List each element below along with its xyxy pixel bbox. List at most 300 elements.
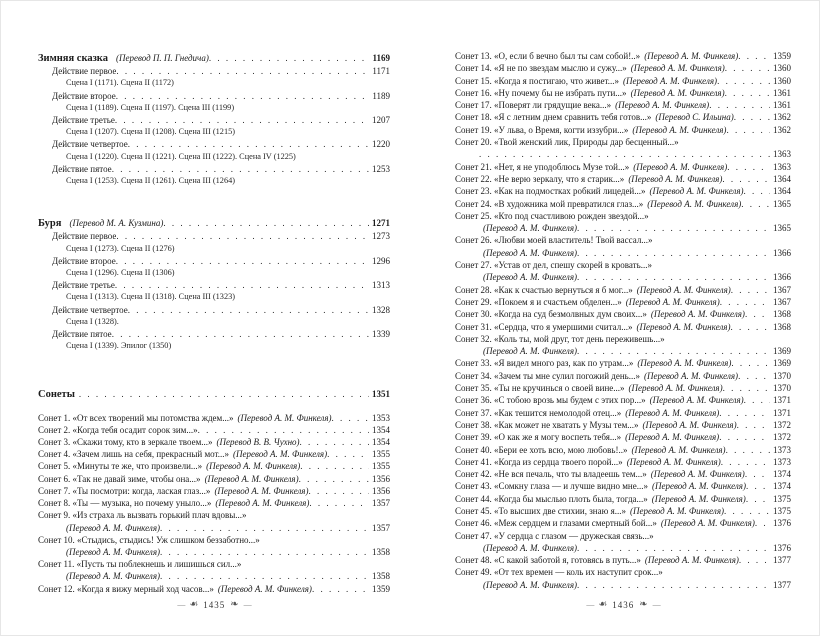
toc-page-ref: 1376 bbox=[773, 542, 791, 553]
toc-line bbox=[455, 579, 791, 591]
dot-leader bbox=[308, 485, 369, 497]
toc-line bbox=[455, 136, 791, 148]
toc-page-ref: 1364 bbox=[773, 173, 791, 184]
page-number-right: 1436 bbox=[612, 599, 635, 610]
toc-page-left bbox=[38, 50, 390, 595]
toc-translator-text: (Перевод А. М. Финкеля) bbox=[623, 75, 718, 86]
dot-leader bbox=[730, 321, 770, 333]
toc-line bbox=[38, 388, 390, 401]
toc-line bbox=[38, 90, 390, 102]
toc-line bbox=[455, 505, 791, 517]
toc-translator-text: (Перевод А. М. Финкеля) bbox=[233, 449, 328, 460]
dot-leader bbox=[300, 436, 369, 448]
toc-entry-text: Сонет 35. «Ты не кручинься о своей вине...» bbox=[455, 383, 625, 394]
toc-translator-text: (Перевод А. М. Финкеля) bbox=[649, 186, 744, 197]
toc-page-ref: 1368 bbox=[773, 309, 791, 320]
toc-translator-text: (Перевод А. М. Финкеля) bbox=[647, 198, 742, 209]
toc-line bbox=[38, 163, 390, 175]
dot-leader bbox=[731, 357, 770, 369]
toc-translator-text: (Перевод А. М. Финкеля) bbox=[66, 571, 161, 582]
toc-translator-text: (Перевод А. М. Финкеля) bbox=[483, 272, 578, 283]
toc-line bbox=[455, 542, 791, 554]
toc-line bbox=[38, 558, 390, 570]
toc-entry-text: Сонет 39. «О как же я могу воспеть тебя...» bbox=[455, 432, 622, 443]
toc-line bbox=[38, 187, 390, 215]
flourish-icon: ❧ bbox=[230, 599, 239, 610]
toc-page-ref: 1366 bbox=[773, 247, 791, 258]
toc-line bbox=[455, 370, 791, 382]
dot-leader bbox=[746, 480, 770, 492]
toc-line bbox=[38, 217, 390, 230]
dot-leader bbox=[739, 554, 770, 566]
toc-translator-text: (Перевод А. М. Финкеля) bbox=[628, 173, 723, 184]
toc-page-ref: 1373 bbox=[773, 456, 791, 467]
toc-entry-text: Действие пятое bbox=[52, 163, 112, 174]
toc-page-ref: 1373 bbox=[773, 444, 791, 455]
toc-line bbox=[455, 566, 791, 578]
toc-entry-text: Сонет 13. «О, если б вечно был ты сам собой!..» bbox=[455, 51, 641, 61]
dot-leader bbox=[722, 173, 770, 185]
toc-entry-text: Сонет 7. «Ты посмотри: когда, лаская глаз...» bbox=[38, 485, 211, 496]
dot-leader bbox=[128, 138, 369, 150]
toc-line bbox=[455, 75, 791, 87]
toc-entry-text: Сонет 9. «Из страха ль вызвать горький плач вдовы...» bbox=[38, 510, 247, 521]
toc-entry-text: Сонет 8. «Ты — музыка, но почему уныло...» bbox=[38, 498, 212, 509]
dot-leader bbox=[160, 522, 369, 534]
toc-line bbox=[38, 352, 390, 386]
toc-line bbox=[455, 173, 791, 185]
toc-line bbox=[455, 321, 791, 333]
toc-translator-text: (Перевод А. М. Финкеля) bbox=[650, 309, 745, 320]
toc-line bbox=[455, 124, 791, 136]
toc-page-ref: 1375 bbox=[773, 505, 791, 516]
dot-leader bbox=[744, 394, 770, 406]
toc-entry-text: Сонет 15. «Когда я постигаю, что живет...» bbox=[455, 75, 620, 86]
toc-title-text: Буря bbox=[38, 218, 62, 230]
dot-leader bbox=[577, 271, 770, 283]
footer-rule: — bbox=[652, 600, 660, 609]
toc-page-ref: 1328 bbox=[372, 304, 390, 315]
toc-line bbox=[455, 382, 791, 394]
dot-leader bbox=[745, 468, 770, 480]
toc-line bbox=[455, 407, 791, 419]
toc-page-ref: 1369 bbox=[773, 346, 791, 357]
toc-page-ref: 1253 bbox=[372, 163, 390, 174]
toc-title-text: Сонеты bbox=[38, 389, 75, 401]
toc-entry-text: Действие пятое bbox=[52, 329, 112, 340]
toc-line bbox=[38, 522, 390, 534]
toc-line bbox=[455, 87, 791, 99]
dot-leader bbox=[738, 370, 770, 382]
toc-page-ref: 1360 bbox=[773, 75, 791, 86]
toc-line bbox=[455, 148, 791, 160]
toc-line bbox=[38, 77, 390, 89]
toc-page-ref: 1376 bbox=[773, 518, 791, 529]
toc-entry-text: Сонет 25. «Кто под счастливою рожден звездой...» bbox=[455, 210, 649, 221]
dot-leader bbox=[300, 460, 369, 472]
toc-page-ref: 1189 bbox=[372, 90, 390, 101]
toc-entry-text: Сонет 44. «Когда бы мыслью плоть была, тогда...» bbox=[455, 493, 648, 504]
toc-entry-text: Сонет 36. «С тобою врозь мы будем с этих пор...» bbox=[455, 395, 646, 406]
toc-entry-text: Сонет 5. «Минуты те же, что произвели...» bbox=[38, 461, 203, 472]
toc-line bbox=[455, 468, 791, 480]
toc-entry-text: Сонет 46. «Меж сердцем и глазами смертный бой...» bbox=[455, 518, 657, 529]
toc-line bbox=[455, 431, 791, 443]
toc-line bbox=[38, 424, 390, 436]
toc-line bbox=[38, 534, 390, 546]
toc-translator-text: (Перевод С. Ильина) bbox=[655, 112, 734, 123]
toc-page-ref: 1358 bbox=[372, 546, 390, 557]
toc-translator-text: (Перевод А. М. Финкеля) bbox=[660, 518, 755, 529]
dot-leader bbox=[721, 456, 770, 468]
dot-leader bbox=[726, 444, 770, 456]
toc-line bbox=[38, 304, 390, 316]
toc-entry-text: Сцена I (1273). Сцена II (1276) bbox=[66, 243, 175, 253]
dot-leader bbox=[299, 473, 369, 485]
toc-entry-text: Сонет 37. «Как тешится немолодой отец...» bbox=[455, 407, 622, 418]
toc-line bbox=[455, 308, 791, 320]
toc-translator-text: (Перевод А. М. Финкеля) bbox=[483, 247, 578, 258]
toc-entry-text: Сцена I (1171). Сцена II (1172) bbox=[66, 78, 174, 88]
toc-page-ref: 1370 bbox=[773, 383, 791, 394]
toc-line bbox=[455, 198, 791, 210]
toc-entry-text: Действие второе bbox=[52, 255, 116, 266]
toc-page-ref: 1368 bbox=[773, 321, 791, 332]
toc-translator-text: (Перевод А. М. Финкеля) bbox=[642, 419, 737, 430]
toc-translator-text: (Перевод А. М. Финкеля) bbox=[628, 383, 723, 394]
toc-entry-text: Сонет 31. «Сердца, что я умершими считал...» bbox=[455, 321, 633, 332]
toc-translator-text: (Перевод А. М. Финкеля) bbox=[214, 485, 309, 496]
toc-entry-text: Сонет 45. «То высших две стихии, знаю я...» bbox=[455, 505, 626, 516]
toc-line bbox=[455, 493, 791, 505]
toc-translator-text: (Перевод А. М. Финкеля) bbox=[637, 358, 732, 369]
toc-entry-text: Сонет 21. «Нет, я не уподоблюсь Музе той...» bbox=[455, 161, 630, 172]
toc-entry-text: Сонет 17. «Поверят ли грядущие века...» bbox=[455, 100, 612, 111]
toc-line bbox=[455, 161, 791, 173]
toc-entry-text: Сонет 24. «В художника мой превратился глаз...» bbox=[455, 198, 644, 209]
toc-translator-text: (Перевод А. М. Финкеля) bbox=[66, 546, 161, 557]
toc-page-ref: 1370 bbox=[773, 370, 791, 381]
toc-page-ref: 1375 bbox=[773, 493, 791, 504]
toc-line bbox=[38, 102, 390, 114]
toc-line bbox=[455, 394, 791, 406]
toc-page-ref: 1367 bbox=[773, 284, 791, 295]
toc-entry-text: Сонет 48. «С какой заботой я, готовясь в путь...» bbox=[455, 555, 641, 566]
toc-entry-text: Действие первое bbox=[52, 231, 117, 242]
toc-line bbox=[455, 210, 791, 222]
dot-leader bbox=[160, 546, 369, 558]
toc-translator-text: (Перевод А. М. Финкеля) bbox=[651, 493, 746, 504]
toc-page-ref: 1372 bbox=[773, 419, 791, 430]
toc-translator-text: (Перевод М. А. Кузмина) bbox=[69, 218, 164, 229]
dot-leader bbox=[327, 448, 369, 460]
toc-line bbox=[455, 222, 791, 234]
toc-entry-text: Сцена I (1189). Сцена II (1197). Сцена III (1199) bbox=[66, 102, 235, 112]
page-number-left: 1435 bbox=[203, 599, 226, 610]
toc-page-ref: 1171 bbox=[372, 66, 390, 77]
toc-line bbox=[455, 456, 791, 468]
dot-leader bbox=[116, 65, 369, 77]
toc-line bbox=[38, 402, 390, 412]
toc-line bbox=[455, 99, 791, 111]
toc-page-ref: 1357 bbox=[372, 522, 390, 533]
toc-line bbox=[455, 185, 791, 197]
toc-line bbox=[455, 530, 791, 542]
toc-translator-text: (Перевод А. М. Финкеля) bbox=[632, 124, 727, 135]
toc-line bbox=[38, 52, 390, 65]
toc-entry-text: Сцена I (1207). Сцена II (1208). Сцена III (1215) bbox=[66, 127, 236, 137]
toc-page-ref: 1363 bbox=[773, 149, 791, 160]
toc-entry-text: Сонет 3. «Скажи тому, кто в зеркале твоем...» bbox=[38, 437, 213, 448]
toc-line bbox=[38, 255, 390, 267]
toc-translator-text: (Перевод А. М. Финкеля) bbox=[631, 444, 726, 455]
toc-entry-text: Сонет 18. «Я с летним днем сравнить тебя готов...» bbox=[455, 112, 652, 123]
toc-page-ref: 1361 bbox=[773, 87, 791, 98]
toc-line bbox=[38, 316, 390, 328]
toc-line bbox=[38, 509, 390, 521]
toc-line bbox=[38, 230, 390, 242]
toc-entry-text: Сцена I (1253). Сцена II (1261). Сцена III (1264) bbox=[66, 176, 236, 186]
toc-page-ref: 1354 bbox=[372, 437, 390, 448]
toc-entry-text: Сонет 2. «Когда тебя осадит сорок зим...» bbox=[38, 424, 198, 435]
toc-translator-text: (Перевод А. М. Финкеля) bbox=[644, 51, 739, 61]
dot-leader bbox=[744, 185, 770, 197]
toc-translator-text: (Перевод А. М. Финкеля) bbox=[625, 407, 720, 418]
toc-line bbox=[38, 448, 390, 460]
dot-leader bbox=[724, 505, 770, 517]
toc-page-ref: 1355 bbox=[372, 461, 390, 472]
flourish-icon: ❧ bbox=[639, 599, 648, 610]
toc-line bbox=[38, 279, 390, 291]
toc-line bbox=[455, 357, 791, 369]
toc-page-ref: 1220 bbox=[372, 139, 390, 150]
toc-translator-text: (Перевод А. М. Финкеля) bbox=[625, 296, 720, 307]
toc-page-ref: 1355 bbox=[372, 449, 390, 460]
dot-leader bbox=[79, 388, 369, 400]
toc-line bbox=[455, 284, 791, 296]
toc-line bbox=[38, 138, 390, 150]
dot-leader bbox=[577, 345, 770, 357]
footer-rule: — bbox=[177, 600, 185, 609]
dot-leader bbox=[719, 407, 770, 419]
dot-leader bbox=[725, 62, 770, 74]
toc-translator-text: (Перевод А. М. Финкеля) bbox=[633, 161, 728, 172]
dot-leader bbox=[725, 87, 770, 99]
toc-entry-text: Сонет 6. «Так не давай зиме, чтобы она...» bbox=[38, 473, 201, 484]
toc-translator-text: (Перевод А. М. Финкеля) bbox=[204, 473, 299, 484]
dot-leader bbox=[116, 255, 369, 267]
toc-line bbox=[38, 485, 390, 497]
toc-page-ref: 1371 bbox=[773, 407, 791, 418]
toc-entry-text: Сцена I (1339). Эпилог (1350) bbox=[66, 341, 172, 351]
toc-line bbox=[38, 473, 390, 485]
toc-line bbox=[38, 546, 390, 558]
toc-entry-text: Действие третье bbox=[52, 115, 115, 126]
toc-translator-text: (Перевод А. М. Финкеля) bbox=[651, 481, 746, 492]
toc-entry-text: Сонет 11. «Пусть ты поблекнешь и лишишься сил...» bbox=[38, 559, 242, 570]
toc-translator-text: (Перевод А. М. Финкеля) bbox=[217, 583, 312, 594]
toc-page-ref: 1358 bbox=[372, 571, 390, 582]
toc-page-ref: 1273 bbox=[372, 231, 390, 242]
toc-translator-text: (Перевод А. М. Финкеля) bbox=[649, 395, 744, 406]
toc-entry-text: Сцена I (1313). Сцена II (1318). Сцена III (1323) bbox=[66, 292, 236, 302]
dot-leader bbox=[115, 279, 369, 291]
dot-leader bbox=[577, 542, 770, 554]
toc-page-ref: 1356 bbox=[372, 473, 390, 484]
toc-entry-text: Сонет 1. «От всех творений мы потомства ждем...» bbox=[38, 412, 234, 423]
toc-entry-text: Сонет 30. «Когда на суд безмолвных дум своих...» bbox=[455, 309, 647, 320]
dot-leader bbox=[128, 304, 369, 316]
toc-line bbox=[38, 114, 390, 126]
toc-page-ref: 1359 bbox=[773, 51, 791, 61]
toc-entry-text: Сонет 33. «Я видел много раз, как по утрам...» bbox=[455, 358, 634, 369]
toc-line bbox=[455, 345, 791, 357]
toc-entry-text: Действие четвертое bbox=[52, 139, 128, 150]
toc-translator-text: (Перевод А. М. Финкеля) bbox=[237, 412, 332, 423]
toc-title-text: Зимняя сказка bbox=[38, 53, 108, 64]
toc-entry-text: Сонет 42. «Не вся печаль, что ты владеешь тем...» bbox=[455, 469, 647, 480]
dot-leader bbox=[737, 419, 770, 431]
toc-translator-text: (Перевод А. М. Финкеля) bbox=[630, 63, 725, 74]
toc-page-ref: 1366 bbox=[773, 272, 791, 283]
toc-page-ref: 1354 bbox=[372, 424, 390, 435]
dot-leader bbox=[709, 99, 770, 111]
toc-translator-text: (Перевод А. М. Финкеля) bbox=[626, 456, 721, 467]
toc-line bbox=[455, 50, 791, 62]
dot-leader bbox=[746, 493, 770, 505]
flourish-icon: ☙ bbox=[598, 599, 608, 610]
toc-page-ref: 1207 bbox=[372, 115, 390, 126]
toc-line bbox=[38, 436, 390, 448]
dot-leader bbox=[116, 90, 370, 102]
dot-leader bbox=[741, 198, 770, 210]
toc-entry-text: Сонет 20. «Твой женский лик, Природы дар бесценный...» bbox=[455, 137, 679, 148]
toc-entry-text: Сонет 38. «Как может не хватать у Музы тем...» bbox=[455, 419, 639, 430]
toc-line bbox=[38, 126, 390, 138]
toc-line bbox=[455, 333, 791, 345]
toc-entry-text: Сонет 32. «Коль ты, мой друг, тот день переживешь...» bbox=[455, 333, 665, 344]
dot-leader bbox=[163, 217, 369, 229]
dot-leader bbox=[115, 114, 369, 126]
toc-entry-text: Сонет 12. «Когда я вижу мерный ход часов...» bbox=[38, 583, 214, 594]
toc-translator-text: (Перевод А. М. Финкеля) bbox=[483, 542, 578, 553]
dot-leader bbox=[309, 497, 369, 509]
footer-rule: — bbox=[243, 600, 251, 609]
toc-line bbox=[38, 65, 390, 77]
dot-leader bbox=[312, 583, 369, 595]
toc-line bbox=[38, 460, 390, 472]
dot-leader bbox=[112, 163, 369, 175]
toc-entry-text: Сонет 4. «Зачем лишь на себя, прекрасный мот...» bbox=[38, 449, 230, 460]
toc-entry-text: Сонет 27. «Устав от дел, спешу скорей в кровать...» bbox=[455, 260, 652, 271]
dot-leader bbox=[745, 308, 770, 320]
toc-page-ref: 1361 bbox=[773, 100, 791, 111]
toc-line bbox=[455, 62, 791, 74]
toc-page-ref: 1365 bbox=[773, 223, 791, 234]
toc-line bbox=[455, 271, 791, 283]
dot-leader bbox=[479, 148, 770, 160]
toc-page-ref: 1353 bbox=[372, 412, 390, 423]
toc-line bbox=[38, 175, 390, 187]
toc-line bbox=[38, 570, 390, 582]
toc-translator-text: (Перевод А. М. Финкеля) bbox=[483, 223, 578, 234]
toc-line bbox=[455, 247, 791, 259]
toc-entry-text: Сонет 29. «Покоем я и счастьем обделен...» bbox=[455, 296, 622, 307]
dot-leader bbox=[738, 50, 770, 62]
toc-entry-text: Сонет 47. «У сердца с глазом — дружеская связь...» bbox=[455, 530, 654, 541]
toc-entry-text: Действие третье bbox=[52, 280, 115, 291]
toc-line bbox=[38, 328, 390, 340]
dot-leader bbox=[731, 284, 770, 296]
toc-page-ref: 1367 bbox=[773, 296, 791, 307]
dot-leader bbox=[577, 247, 770, 259]
page-footer-right bbox=[455, 599, 791, 610]
dot-leader bbox=[726, 124, 770, 136]
toc-page-ref: 1359 bbox=[372, 583, 390, 594]
toc-entry-text: Сонет 34. «Зачем ты мне сулил погожий день...» bbox=[455, 370, 641, 381]
toc-page-ref: 1369 bbox=[773, 358, 791, 369]
page-footer-left bbox=[38, 599, 390, 610]
dot-leader bbox=[723, 382, 770, 394]
toc-entry-text: Сонет 16. «Ну почему бы не избрать пути...» bbox=[455, 87, 627, 98]
toc-page-ref: 1362 bbox=[773, 124, 791, 135]
toc-entry-text: Сцена I (1328). bbox=[66, 316, 119, 326]
dot-leader bbox=[160, 570, 369, 582]
toc-translator-text: (Перевод А. М. Финкеля) bbox=[629, 505, 725, 516]
dot-leader bbox=[116, 230, 369, 242]
toc-page-ref: 1372 bbox=[773, 432, 791, 443]
toc-page-ref: 1360 bbox=[773, 63, 791, 74]
toc-page-ref: 1313 bbox=[372, 280, 390, 291]
toc-entry-text: Действие второе bbox=[52, 90, 116, 101]
toc-line bbox=[38, 497, 390, 509]
toc-page-ref: 1296 bbox=[372, 255, 390, 266]
toc-page-ref: 1339 bbox=[372, 329, 390, 340]
toc-entry-text: Сонет 22. «Не верю зеркалу, что я старик...» bbox=[455, 173, 625, 184]
toc-line bbox=[38, 267, 390, 279]
toc-page-ref: 1365 bbox=[773, 198, 791, 209]
toc-page-ref: 1351 bbox=[372, 389, 390, 400]
toc-entry-text: Сонет 49. «От тех времен — коль их наступит срок...» bbox=[455, 567, 663, 578]
toc-entry-text: Действие четвертое bbox=[52, 304, 128, 315]
toc-entry-text: Сонет 41. «Когда из сердца твоего порой...» bbox=[455, 456, 623, 467]
toc-line bbox=[38, 412, 390, 424]
toc-entry-text: Действие первое bbox=[52, 66, 117, 77]
toc-translator-text: (Перевод А. М. Финкеля) bbox=[483, 579, 578, 590]
toc-entry-text: Сонет 40. «Бери ее хоть всю, мою любовь!..» bbox=[455, 444, 628, 455]
toc-entry-text: Сонет 19. «У льва, о Время, когти иззубри...» bbox=[455, 124, 629, 135]
toc-line bbox=[455, 480, 791, 492]
toc-translator-text: (Перевод А. М. Финкеля) bbox=[66, 522, 161, 533]
toc-page-right bbox=[455, 50, 791, 591]
toc-page-ref: 1374 bbox=[773, 469, 791, 480]
toc-translator-text: (Перевод А. М. Финкеля) bbox=[630, 87, 725, 98]
toc-line bbox=[455, 296, 791, 308]
dot-leader bbox=[734, 111, 770, 123]
toc-translator-text: (Перевод В. В. Чухно) bbox=[216, 437, 300, 448]
toc-entry-text: Сонет 26. «Любви моей властитель! Твой вассал...» bbox=[455, 235, 653, 246]
toc-page-ref: 1271 bbox=[372, 218, 390, 229]
toc-page-ref: 1377 bbox=[773, 579, 791, 590]
toc-page-ref: 1364 bbox=[773, 186, 791, 197]
toc-page-ref: 1363 bbox=[773, 161, 791, 172]
toc-translator-text: (Перевод А. М. Финкеля) bbox=[206, 461, 301, 472]
toc-translator-text: (Перевод А. М. Финкеля) bbox=[650, 469, 745, 480]
toc-line bbox=[38, 291, 390, 303]
dot-leader bbox=[577, 222, 770, 234]
toc-line bbox=[455, 111, 791, 123]
toc-line bbox=[38, 243, 390, 255]
